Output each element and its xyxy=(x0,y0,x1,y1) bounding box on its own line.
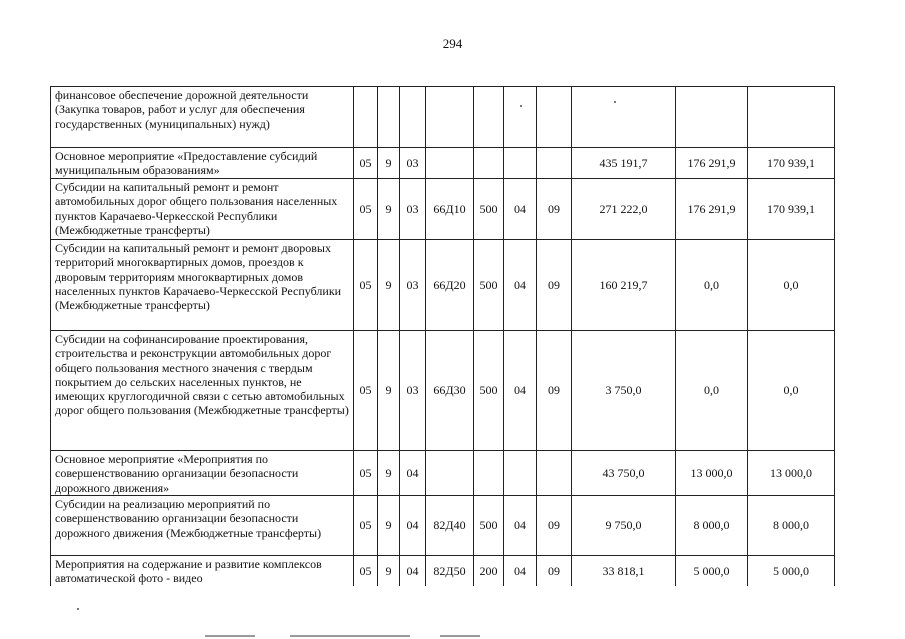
code-a: 05 xyxy=(354,240,378,331)
value-3: 5 000,0 xyxy=(748,556,835,586)
code-f: 04 xyxy=(504,179,537,240)
table-row xyxy=(51,331,835,451)
code-a: 05 xyxy=(354,179,378,240)
value-2: 176 291,9 xyxy=(676,148,748,179)
code-b: 9 xyxy=(378,451,400,496)
scan-edge-lines xyxy=(0,632,905,639)
code-a: 05 xyxy=(354,331,378,451)
value-3: 170 939,1 xyxy=(748,179,835,240)
code-d xyxy=(426,451,474,496)
code-a: 05 xyxy=(354,148,378,179)
table-row xyxy=(51,556,835,586)
row-name: Основное мероприятие «Предоставление субсидий муниципальным образованиям» xyxy=(51,148,354,179)
value-1: 33 818,1 xyxy=(572,556,676,586)
value-2 xyxy=(676,87,748,148)
code-f xyxy=(504,148,537,179)
code-e: 500 xyxy=(474,179,504,240)
value-2: 0,0 xyxy=(676,331,748,451)
table-row xyxy=(51,87,835,148)
code-c: 03 xyxy=(400,148,426,179)
code-f xyxy=(504,87,537,148)
code-f: 04 xyxy=(504,331,537,451)
code-g xyxy=(537,87,572,148)
code-b: 9 xyxy=(378,556,400,586)
code-g: 09 xyxy=(537,240,572,331)
code-d: 82Д40 xyxy=(426,496,474,556)
code-c: 04 xyxy=(400,496,426,556)
value-1: 160 219,7 xyxy=(572,240,676,331)
value-1: 435 191,7 xyxy=(572,148,676,179)
code-f: 04 xyxy=(504,240,537,331)
value-3: 13 000,0 xyxy=(748,451,835,496)
code-g xyxy=(537,148,572,179)
code-e: 500 xyxy=(474,331,504,451)
code-a: 05 xyxy=(354,556,378,586)
code-e: 500 xyxy=(474,496,504,556)
value-2: 0,0 xyxy=(676,240,748,331)
code-g: 09 xyxy=(537,331,572,451)
code-a: 05 xyxy=(354,451,378,496)
row-name: Субсидии на капитальный ремонт и ремонт дворовых территорий многоквартирных домов, проездов к дворовым территориям многоквартирных домов населенных пунктов Карачаево-Черкесской Республики (Межбюджетные трансферты) xyxy=(51,240,354,331)
code-c: 04 xyxy=(400,556,426,586)
row-name: Субсидии на реализацию мероприятий по совершенствованию организации безопасности дорожного движения (Межбюджетные трансферты) xyxy=(51,496,354,556)
code-b: 9 xyxy=(378,240,400,331)
code-c: 03 xyxy=(400,240,426,331)
value-3: 0,0 xyxy=(748,240,835,331)
value-1: 43 750,0 xyxy=(572,451,676,496)
row-name: Основное мероприятие «Мероприятия по совершенствованию организации безопасности дорожного движения» xyxy=(51,451,354,496)
scan-speck xyxy=(520,105,522,107)
scan-speck xyxy=(77,608,79,610)
row-name: Мероприятия на содержание и развитие комплексов автоматической фото - видео xyxy=(51,556,354,586)
code-f: 04 xyxy=(504,556,537,586)
code-g: 09 xyxy=(537,496,572,556)
table-row xyxy=(51,148,835,179)
code-e xyxy=(474,451,504,496)
code-e xyxy=(474,148,504,179)
code-d xyxy=(426,148,474,179)
code-c: 03 xyxy=(400,331,426,451)
table-row xyxy=(51,179,835,240)
value-2: 176 291,9 xyxy=(676,179,748,240)
code-b: 9 xyxy=(378,496,400,556)
code-d: 66Д30 xyxy=(426,331,474,451)
code-d: 66Д10 xyxy=(426,179,474,240)
row-name: финансовое обеспечение дорожной деятельности (Закупка товаров, работ и услуг для обеспечения государственных (муниципальных) нужд) xyxy=(51,87,354,148)
code-b xyxy=(378,87,400,148)
row-name: Субсидии на капитальный ремонт и ремонт автомобильных дорог общего пользования населенных пунктов Карачаево-Черкесской Республики (Межбюджетные трансферты) xyxy=(51,179,354,240)
table-row xyxy=(51,496,835,556)
code-g xyxy=(537,451,572,496)
code-g: 09 xyxy=(537,179,572,240)
value-1: 9 750,0 xyxy=(572,496,676,556)
code-g: 09 xyxy=(537,556,572,586)
code-e: 200 xyxy=(474,556,504,586)
scan-speck xyxy=(614,101,616,103)
code-a: 05 xyxy=(354,496,378,556)
table-row xyxy=(51,451,835,496)
value-2: 13 000,0 xyxy=(676,451,748,496)
code-b: 9 xyxy=(378,148,400,179)
value-3: 8 000,0 xyxy=(748,496,835,556)
value-1: 271 222,0 xyxy=(572,179,676,240)
code-c: 03 xyxy=(400,179,426,240)
value-3 xyxy=(748,87,835,148)
code-a xyxy=(354,87,378,148)
code-d xyxy=(426,87,474,148)
value-2: 8 000,0 xyxy=(676,496,748,556)
code-d: 82Д50 xyxy=(426,556,474,586)
code-c: 04 xyxy=(400,451,426,496)
code-d: 66Д20 xyxy=(426,240,474,331)
row-name: Субсидии на софинансирование проектирования, строительства и реконструкции автомобильных дорог общего пользования местного значения с твердым покрытием до сельских населенных пунктов, не имеющих круглогодичной связи с сетью автомобильных дорог общего пользования (Межбюджетные трансферты) xyxy=(51,331,354,451)
page-number: 294 xyxy=(442,36,463,51)
table-row xyxy=(51,240,835,331)
value-1: 3 750,0 xyxy=(572,331,676,451)
value-3: 0,0 xyxy=(748,331,835,451)
code-f xyxy=(504,451,537,496)
code-e xyxy=(474,87,504,148)
code-b: 9 xyxy=(378,179,400,240)
value-1 xyxy=(572,87,676,148)
code-c xyxy=(400,87,426,148)
code-b: 9 xyxy=(378,331,400,451)
value-3: 170 939,1 xyxy=(748,148,835,179)
value-2: 5 000,0 xyxy=(676,556,748,586)
code-f: 04 xyxy=(504,496,537,556)
code-e: 500 xyxy=(474,240,504,331)
budget-table xyxy=(50,86,835,586)
